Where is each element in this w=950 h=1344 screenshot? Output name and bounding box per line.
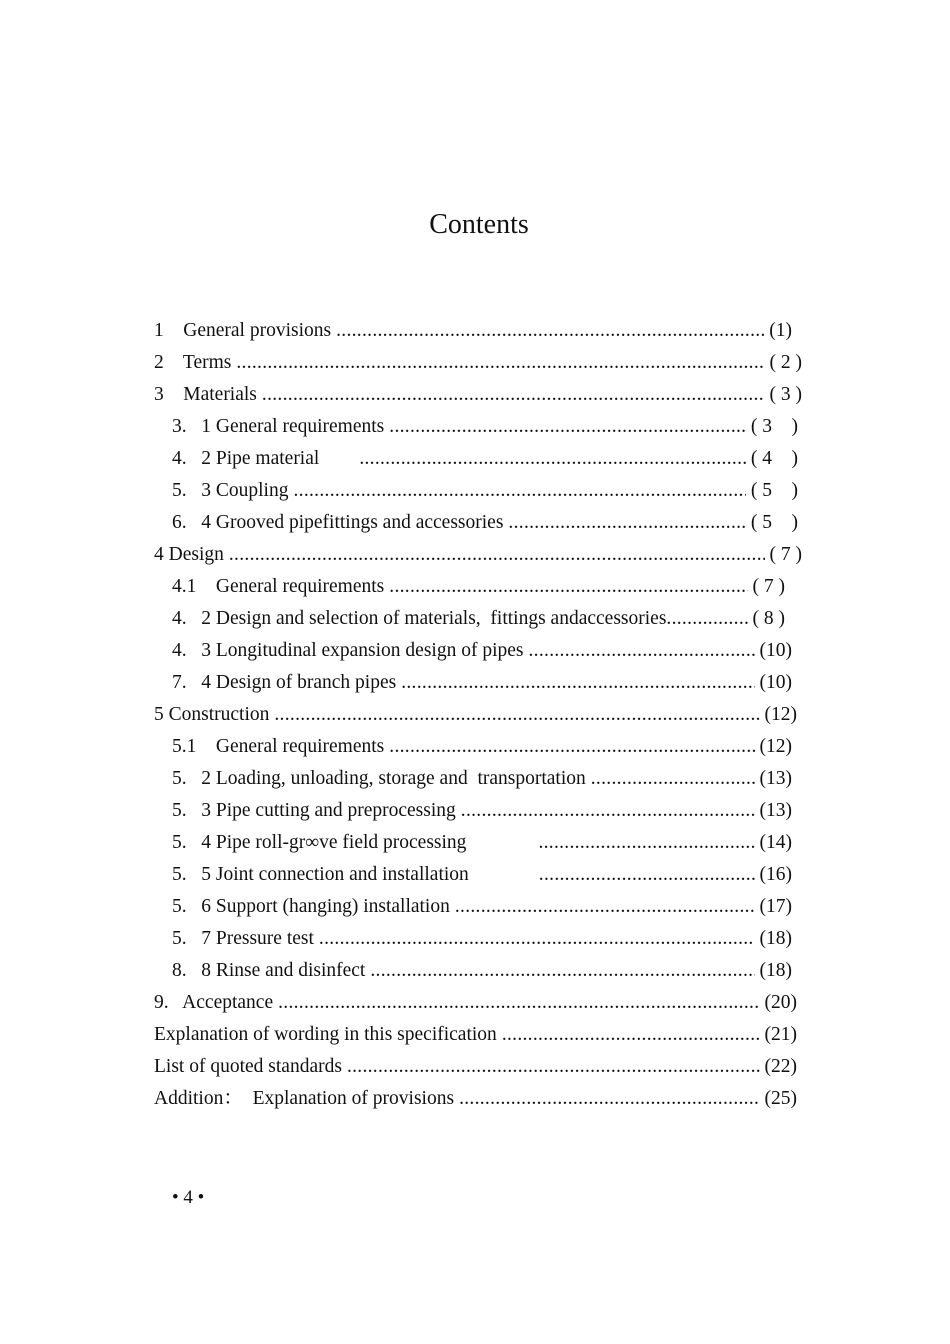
dot-leader [347, 1054, 760, 1080]
dot-leader [455, 894, 755, 920]
toc-entry-page: (17) [759, 896, 792, 917]
toc-entry-page: ( 3 ) [750, 416, 798, 437]
toc-entry-5-2[interactable] [172, 766, 792, 792]
dot-leader [538, 830, 754, 856]
dot-leader [401, 670, 754, 696]
toc-entry-label: 5. 3 Coupling [172, 480, 289, 501]
dot-leader [262, 382, 765, 408]
toc-entry-3-2[interactable] [172, 446, 798, 472]
toc-entry-5-7[interactable] [172, 926, 792, 952]
toc-entry-page: (12) [764, 704, 797, 725]
toc-entry-construction[interactable] [154, 702, 797, 728]
toc-entry-page: ( 8 ) [752, 608, 785, 629]
dot-leader [529, 638, 755, 664]
toc-entry-label: 4.1 General requirements [172, 576, 385, 597]
toc-entry-5-3[interactable] [172, 798, 792, 824]
toc-entry-label: 8. 8 Rinse and disinfect [172, 960, 366, 981]
dot-leader [293, 478, 745, 504]
toc-entry-label: Addition： Explanation of provisions [154, 1088, 455, 1109]
dot-leader [591, 766, 755, 792]
toc-entry-page: ( 7 ) [769, 544, 802, 565]
toc-entry-label: 7. 4 Design of branch pipes [172, 672, 397, 693]
page-number: • 4 • [172, 1187, 205, 1208]
toc-entry-label: 5. 5 Joint connection and installation [172, 864, 469, 885]
dot-leader [236, 350, 764, 376]
toc-entry-wording[interactable] [154, 1022, 797, 1048]
toc-entry-label: 5. 2 Loading, unloading, storage and transportation [172, 768, 586, 789]
toc-entry-addition[interactable] [154, 1086, 797, 1112]
toc-entry-3-1[interactable] [172, 414, 798, 440]
toc-entry-label: 3 Materials [154, 384, 257, 405]
toc-entry-label: 2 Terms [154, 352, 232, 373]
toc-entry-page: (22) [764, 1056, 797, 1077]
page-title: Contents [429, 209, 529, 240]
dot-leader [389, 574, 747, 600]
toc-entry-page: (18) [759, 928, 792, 949]
toc-entry-quoted-standards[interactable] [154, 1054, 797, 1080]
toc-entry-5-6[interactable] [172, 894, 792, 920]
dot-leader [389, 414, 746, 440]
toc-entry-terms[interactable] [154, 350, 802, 376]
toc-entry-page: ( 5 ) [750, 480, 798, 501]
toc-entry-page: (13) [759, 768, 792, 789]
toc-entry-4-1[interactable] [172, 574, 785, 600]
toc-entry-page: (14) [759, 832, 792, 853]
toc-entry-materials[interactable] [154, 382, 802, 408]
dot-leader [359, 446, 746, 472]
toc-entry-page: ( 5 ) [750, 512, 798, 533]
toc-entry-label: 4. 2 Pipe material [172, 448, 320, 469]
toc-entry-page: (10) [759, 672, 792, 693]
toc-entry-5-8[interactable] [172, 958, 792, 984]
toc-entry-label: 6. 4 Grooved pipefittings and accessories [172, 512, 504, 533]
toc-entry-3-4[interactable] [172, 510, 798, 536]
toc-entry-page: (21) [764, 1024, 797, 1045]
dot-leader [666, 606, 747, 632]
toc-entry-label: 5. 3 Pipe cutting and preprocessing [172, 800, 456, 821]
toc-entry-5-4[interactable] [172, 830, 792, 856]
toc-entry-label: 9. Acceptance [154, 992, 274, 1013]
toc-entry-page: (18) [759, 960, 792, 981]
toc-entry-label: 5. 7 Pressure test [172, 928, 314, 949]
dot-leader [278, 990, 759, 1016]
toc-entry-4-4[interactable] [172, 670, 792, 696]
toc-entry-page: (10) [759, 640, 792, 661]
toc-entry-page: (12) [759, 736, 792, 757]
toc-entry-5-5[interactable] [172, 862, 792, 888]
toc-entry-label: 4 Design [154, 544, 224, 565]
toc-entry-page: ( 3 ) [769, 384, 802, 405]
dot-leader [370, 958, 754, 984]
toc-entry-label: 4. 3 Longitudinal expansion design of pipes [172, 640, 524, 661]
toc-entry-label: List of quoted standards [154, 1056, 342, 1077]
dot-leader [274, 702, 759, 728]
toc-entry-label: 3. 1 General requirements [172, 416, 385, 437]
dot-leader [459, 1086, 759, 1112]
dot-leader [336, 318, 764, 344]
toc-entry-acceptance[interactable] [154, 990, 797, 1016]
toc-entry-page: ( 7 ) [752, 576, 785, 597]
toc-entry-label: 5. 4 Pipe roll-gr∞ve field processing [172, 832, 467, 853]
dot-leader [539, 862, 755, 888]
toc-entry-page: (13) [759, 800, 792, 821]
toc-entry-4-2[interactable] [172, 606, 785, 632]
toc-entry-page: ( 4 ) [750, 448, 798, 469]
dot-leader [229, 542, 765, 568]
toc-entry-label: 5. 6 Support (hanging) installation [172, 896, 450, 917]
toc-entry-page: (20) [764, 992, 797, 1013]
toc-entry-label: 5 Construction [154, 704, 270, 725]
toc-entry-page: (16) [759, 864, 792, 885]
toc-entry-label: 1 General provisions [154, 320, 332, 341]
dot-leader [508, 510, 745, 536]
toc-entry-label: 4. 2 Design and selection of materials, fittings andaccessories [172, 608, 667, 629]
dot-leader [502, 1022, 760, 1048]
dot-leader [389, 734, 754, 760]
toc-entry-general-provisions[interactable] [154, 318, 792, 344]
dot-leader [319, 926, 755, 952]
toc-entry-page: (25) [764, 1088, 797, 1109]
toc-entry-4-3[interactable] [172, 638, 792, 664]
toc-entry-design[interactable] [154, 542, 802, 568]
toc-entry-label: Explanation of wording in this specification [154, 1024, 497, 1045]
toc-entry-label: 5.1 General requirements [172, 736, 385, 757]
dot-leader [461, 798, 755, 824]
toc-entry-5-1[interactable] [172, 734, 792, 760]
toc-entry-page: (1) [769, 320, 792, 341]
toc-entry-3-3[interactable] [172, 478, 798, 504]
toc-entry-page: ( 2 ) [769, 352, 802, 373]
